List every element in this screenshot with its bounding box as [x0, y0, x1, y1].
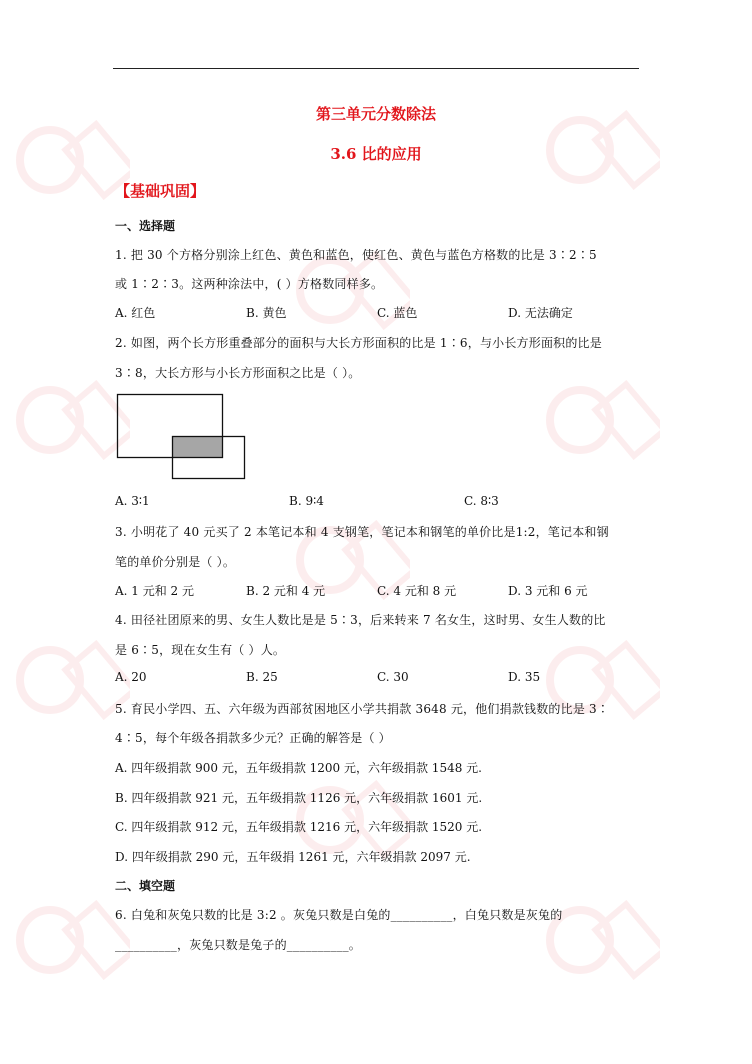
- q1-option-b: B. 黄色: [246, 306, 287, 320]
- header-rule: [113, 68, 639, 69]
- q2-option-a: A. 3∶1: [115, 494, 150, 508]
- q5-line2: 4∶5，每个年级各捐款多少元？正确的解答是（ ）: [115, 731, 391, 745]
- q2-line2: 3∶8，大长方形与小长方形面积之比是（ ）。: [115, 366, 361, 380]
- part1-heading: 一、选择题: [115, 219, 176, 233]
- overlap-region: [172, 436, 223, 457]
- q5-option-c: C. 四年级捐款 912 元，五年级捐款 1216 元，六年级捐款 1520 元.: [115, 820, 483, 834]
- q6-line1: 6. 白兔和灰兔只数的比是 3:2 。灰兔只数是白兔的__________，白兔只数是灰兔的: [115, 908, 563, 922]
- watermark-logo-icon: [540, 880, 660, 1000]
- q3-option-c: C. 4 元和 8 元: [377, 584, 457, 598]
- q2-option-c: C. 8∶3: [464, 494, 499, 508]
- q1-option-a: A. 红色: [115, 306, 156, 320]
- q5-option-a: A. 四年级捐款 900 元，五年级捐款 1200 元，六年级捐款 1548 元.: [115, 761, 482, 775]
- q1-line2: 或 1∶2∶3。这两种涂法中，( ）方格数同样多。: [115, 277, 384, 291]
- q2-line1: 2. 如图，两个长方形重叠部分的面积与大长方形面积的比是 1∶6，与小长方形面积的比是: [115, 336, 602, 350]
- q4-line2: 是 6∶5，现在女生有（ ）人。: [115, 643, 286, 657]
- q4-option-c: C. 30: [377, 670, 409, 684]
- q1-line1: 1. 把 30 个方格分别涂上红色、黄色和蓝色，使红色、黄色与蓝色方格数的比是 3∶2∶5: [115, 248, 597, 262]
- q3-option-b: B. 2 元和 4 元: [246, 584, 326, 598]
- part2-heading: 二、填空题: [115, 879, 176, 893]
- watermark-logo-icon: [540, 620, 660, 740]
- q6-line2: __________，灰兔只数是兔子的__________。: [115, 938, 362, 952]
- q4-option-d: D. 35: [508, 670, 541, 684]
- lesson-title: 3.6 比的应用: [330, 145, 422, 163]
- q5-option-d: D. 四年级捐款 290 元，五年级捐 1261 元，六年级捐款 2097 元.: [115, 850, 471, 864]
- q2-option-b: B. 9∶4: [289, 494, 324, 508]
- watermark-logo-icon: [290, 500, 410, 620]
- watermark-logo-icon: [540, 360, 660, 480]
- q3-option-d: D. 3 元和 6 元: [508, 584, 588, 598]
- watermark-logo-icon: [10, 880, 130, 1000]
- watermark-logo-icon: [10, 620, 130, 740]
- q3-option-a: A. 1 元和 2 元: [115, 584, 195, 598]
- section-heading: 【基础巩固】: [115, 182, 206, 200]
- q3-line2: 笔的单价分别是（ ）。: [115, 555, 236, 569]
- unit-title: 第三单元分数除法: [315, 105, 436, 123]
- q4-line1: 4. 田径社团原来的男、女生人数比是是 5∶3，后来转来 7 名女生，这时男、女生人数的比: [115, 613, 606, 627]
- q5-line1: 5. 育民小学四、五、六年级为西部贫困地区小学共捐款 3648 元，他们捐款钱数的比是 3∶: [115, 702, 610, 716]
- q5-option-b: B. 四年级捐款 921 元，五年级捐款 1126 元，六年级捐款 1601 元.: [115, 791, 483, 805]
- overlapping-rectangles-figure: [112, 390, 252, 484]
- q4-option-a: A. 20: [115, 670, 147, 684]
- q1-option-d: D. 无法确定: [508, 306, 573, 320]
- q1-option-c: C. 蓝色: [377, 306, 418, 320]
- q4-option-b: B. 25: [246, 670, 278, 684]
- q3-line1: 3. 小明花了 40 元买了 2 本笔记本和 4 支钢笔，笔记本和钢笔的单价比是1:2，笔记本和钢: [115, 525, 609, 539]
